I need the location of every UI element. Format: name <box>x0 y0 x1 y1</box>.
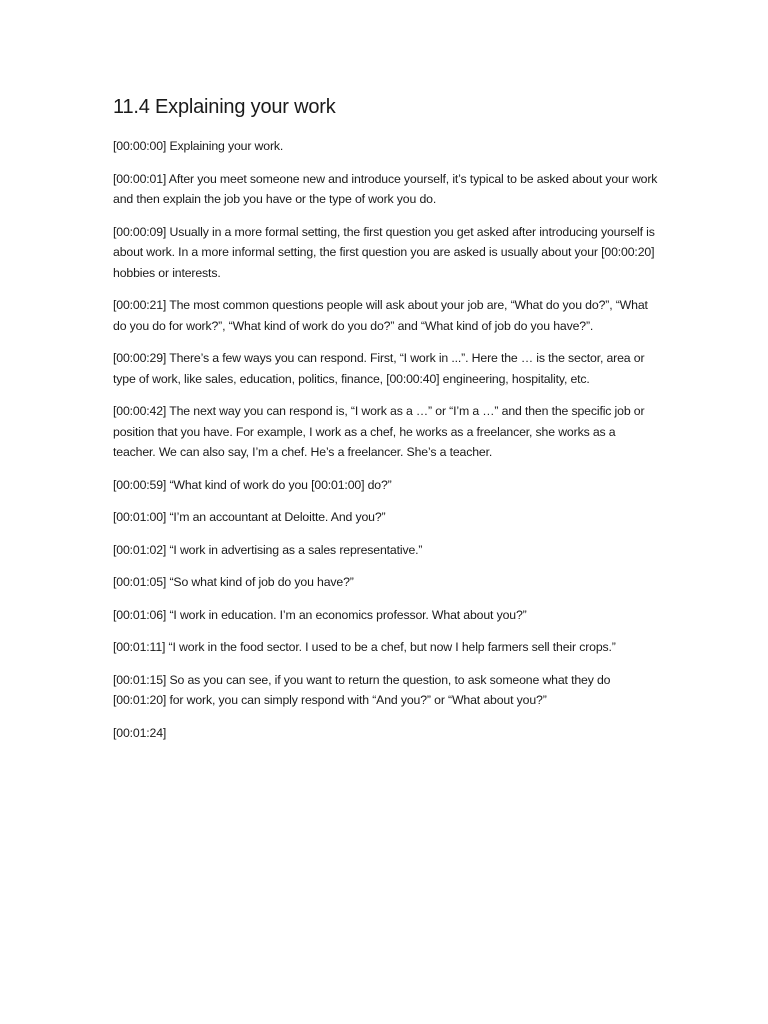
transcript-paragraph: [00:00:29] There’s a few ways you can respond. First, “I work in ...”. Here the … is the sector, area or type of work, like sales, education, politics, finance, [00:00:40] engineering, hospitality, etc. <box>113 351 645 386</box>
transcript-paragraph: [00:01:15] So as you can see, if you want to return the question, to ask someone what they do [00:01:20] for work, you can simply respond with “And you?” or “What about you?” <box>113 672 611 707</box>
transcript-paragraph: [00:00:59] “What kind of work do you [00:01:00] do?” <box>113 477 392 492</box>
transcript-paragraph: [00:01:11] “I work in the food sector. I used to be a chef, but now I help farmers sell their crops.” <box>113 640 616 654</box>
transcript-paragraph: [00:01:24] <box>113 725 167 740</box>
transcript-paragraph: [00:01:02] “I work in advertising as a sales representative.” <box>113 542 423 557</box>
transcript-paragraph: [00:00:21] The most common questions people will ask about your job are, “What do you do?”, “What do you do for work?”, “What kind of work do you do?” and “What kind of job do you have?”. <box>113 298 648 333</box>
transcript-paragraph: [00:01:06] “I work in education. I’m an economics professor. What about you?” <box>113 607 527 622</box>
document-page <box>113 92 658 755</box>
transcript-paragraph: [00:00:00] Explaining your work. <box>113 139 284 153</box>
transcript-paragraph: [00:01:00] “I’m an accountant at Deloitte. And you?” <box>113 510 386 524</box>
transcript-paragraph: [00:00:01] After you meet someone new and introduce yourself, it’s typical to be asked about your work and then explain the job you have or the type of work you do. <box>113 171 658 206</box>
transcript-paragraph: [00:01:05] “So what kind of job do you have?” <box>113 575 354 589</box>
document-title: 11.4 Explaining your work <box>113 96 336 118</box>
transcript-paragraph: [00:00:09] Usually in a more formal setting, the first question you get asked after introducing yourself is about work. In a more informal setting, the first question you are asked is usually about your [00:00:20] hobbies or interests. <box>113 224 655 280</box>
transcript-paragraph: [00:00:42] The next way you can respond is, “I work as a …” or “I’m a …” and then the specific job or position that you have. For example, I work as a chef, he works as a freelancer, she works as a teacher. We can also say, I’m a chef. He’s a freelancer. She’s a teacher. <box>113 404 645 459</box>
